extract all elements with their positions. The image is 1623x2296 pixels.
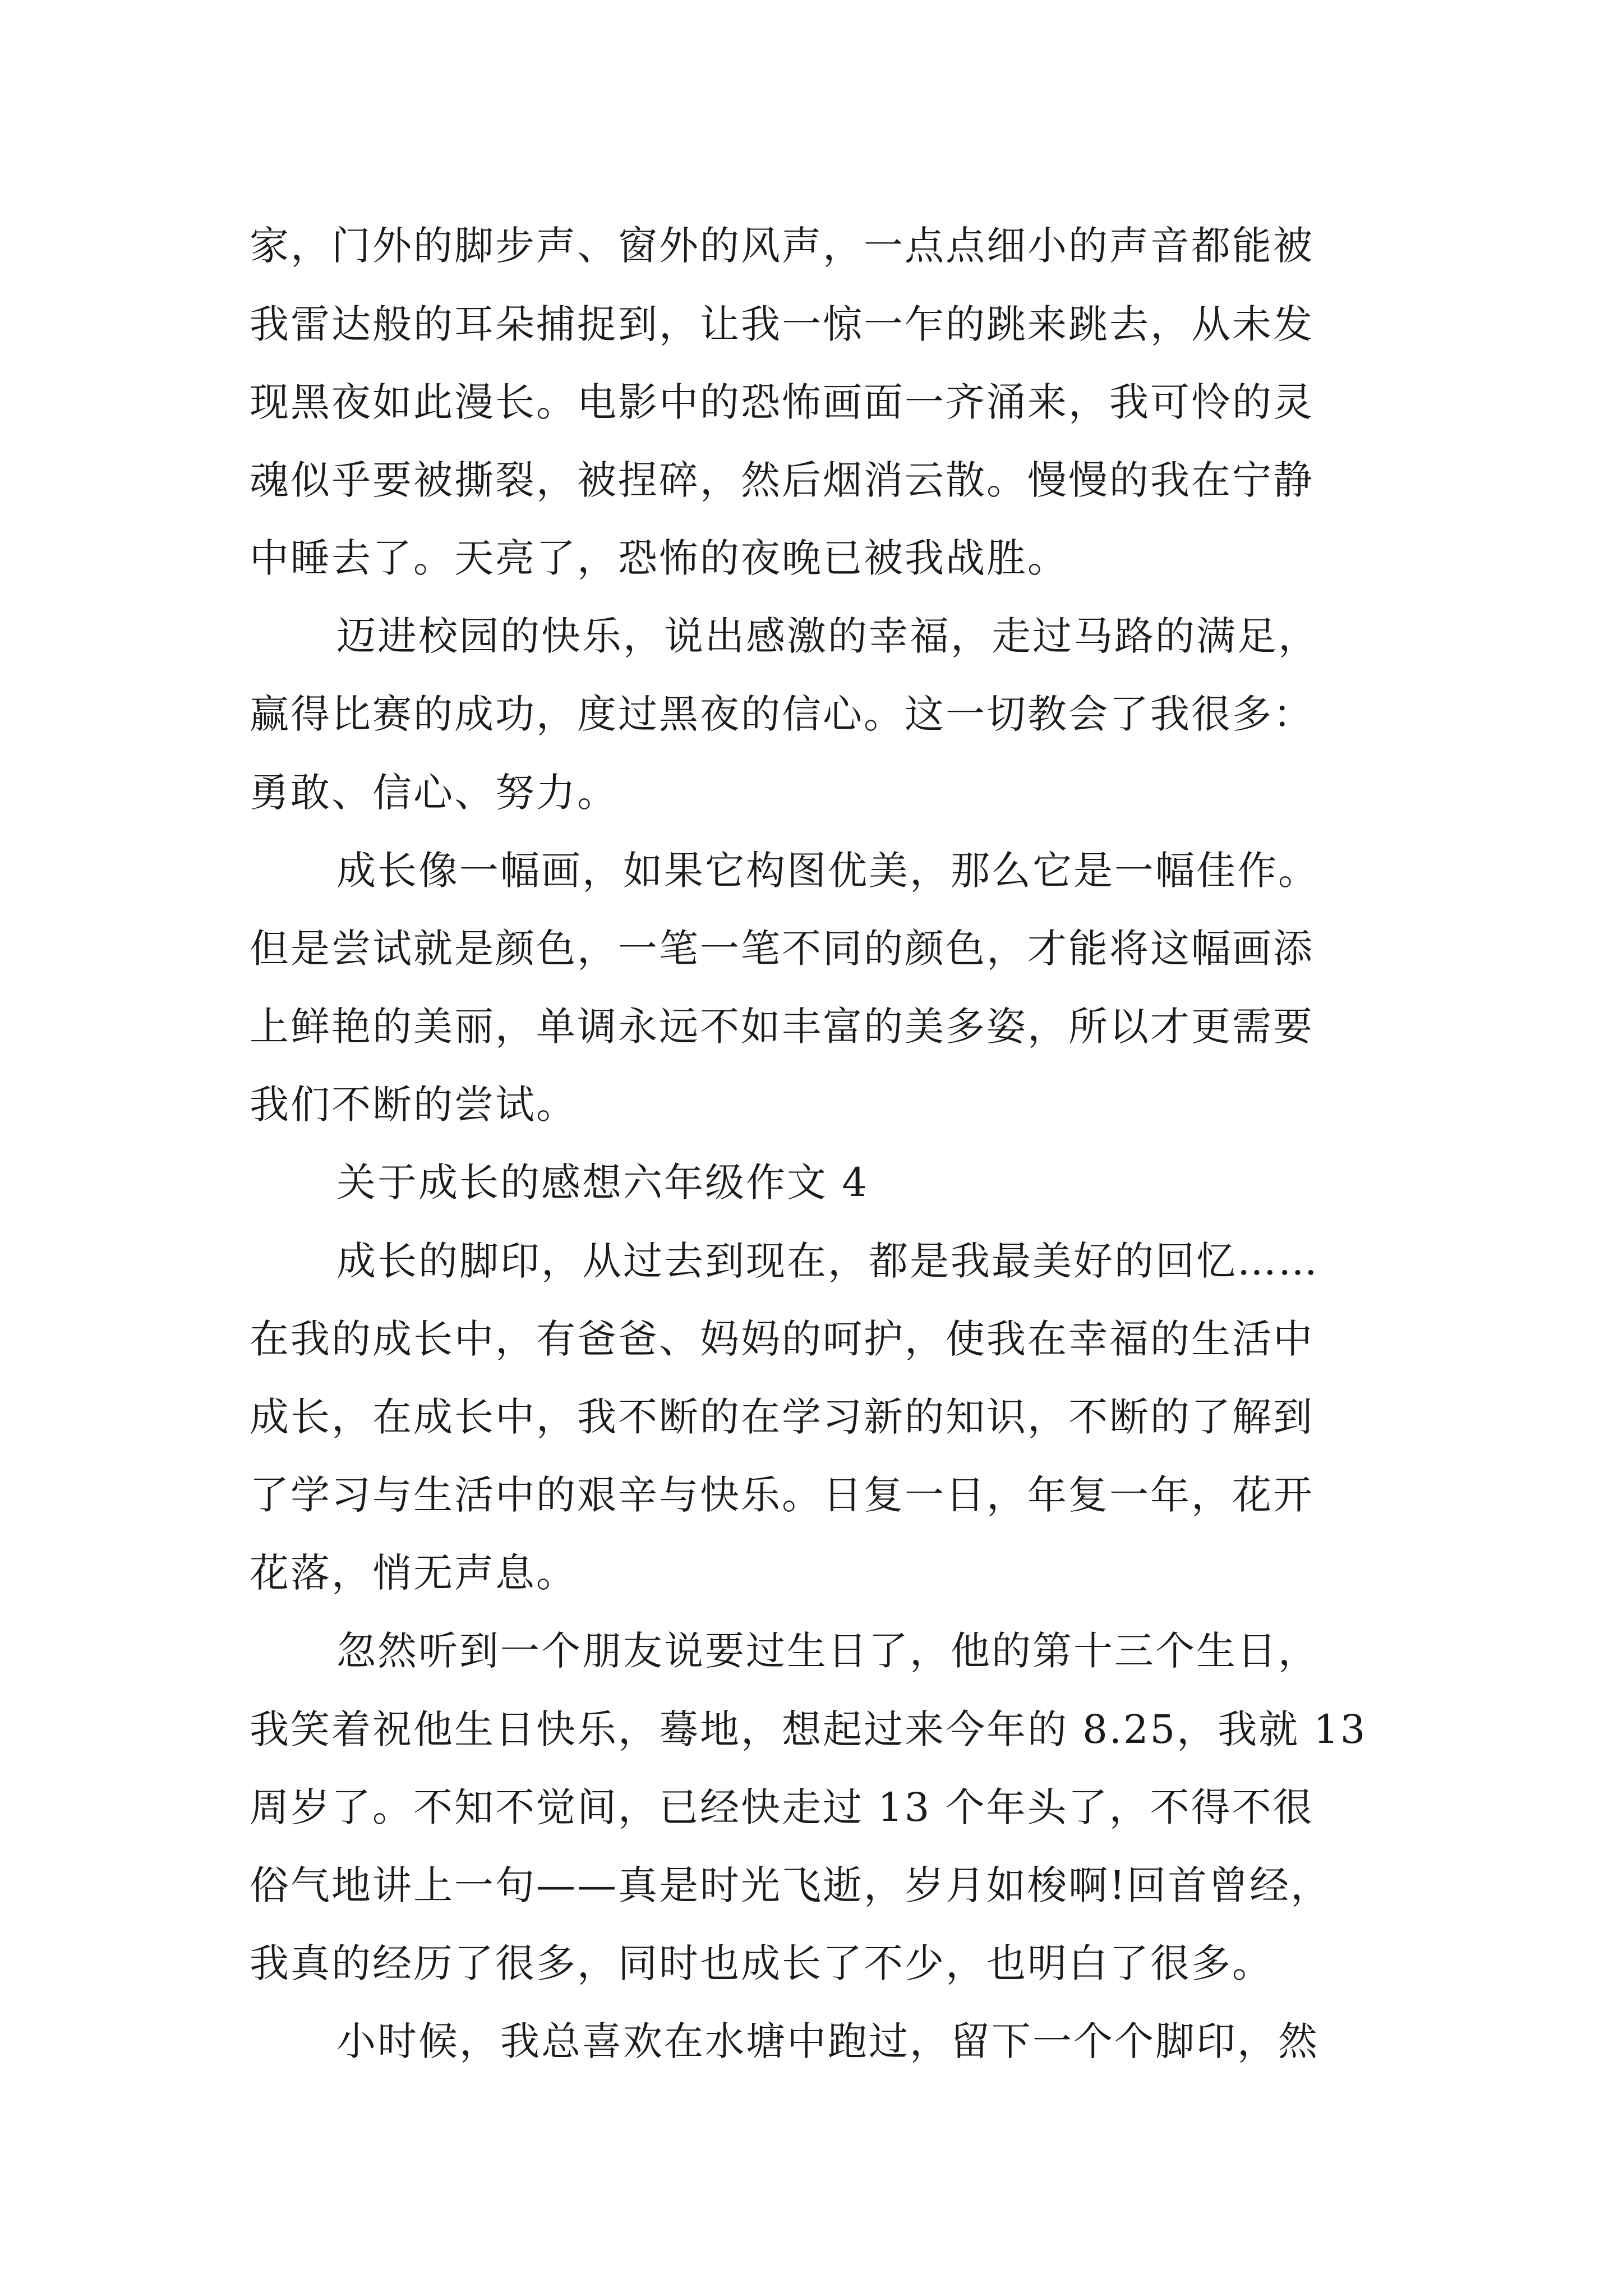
text-line: 魂似乎要被撕裂，被捏碎，然后烟消云散。慢慢的我在宁静 xyxy=(250,457,1314,503)
text-line: 在我的成长中，有爸爸、妈妈的呵护，使我在幸福的生活中 xyxy=(250,1316,1314,1362)
text-line: 赢得比赛的成功，度过黑夜的信心。这一切教会了我很多： xyxy=(250,691,1314,737)
text-line: 现黑夜如此漫长。电影中的恐怖画面一齐涌来，我可怜的灵 xyxy=(250,379,1314,425)
text-line: 中睡去了。天亮了，恐怖的夜晚已被我战胜。 xyxy=(250,535,1068,581)
paragraph-first-line: 迈进校园的快乐，说出感激的幸福，走过马路的满足， xyxy=(336,613,1319,659)
paragraph-first-line: 小时候，我总喜欢在水塘中跑过，留下一个个脚印，然 xyxy=(336,2018,1319,2064)
paragraph-first-line: 忽然听到一个朋友说要过生日了，他的第十三个生日， xyxy=(336,1628,1319,1674)
text-line: 我真的经历了很多，同时也成长了不少，也明白了很多。 xyxy=(250,1940,1273,1986)
text-line: 成长，在成长中，我不断的在学习新的知识，不断的了解到 xyxy=(250,1394,1314,1440)
text-line: 我雷达般的耳朵捕捉到，让我一惊一乍的跳来跳去，从未发 xyxy=(250,301,1314,347)
text-line: 但是尝试就是颜色，一笔一笔不同的颜色，才能将这幅画添 xyxy=(250,926,1314,972)
text-line: 周岁了。不知不觉间，已经快走过 13 个年头了，不得不很 xyxy=(250,1784,1314,1830)
section-heading: 关于成长的感想六年级作文 4 xyxy=(336,1159,869,1205)
text-line: 俗气地讲上一句——真是时光飞逝，岁月如梭啊!回首曾经， xyxy=(250,1862,1332,1908)
text-line: 勇敢、信心、努力。 xyxy=(250,770,618,816)
text-line: 家，门外的脚步声、窗外的风声，一点点细小的声音都能被 xyxy=(250,223,1314,269)
paragraph-first-line: 成长像一幅画，如果它构图优美，那么它是一幅佳作。 xyxy=(336,848,1319,894)
text-line: 花落，悄无声息。 xyxy=(250,1550,577,1596)
text-line: 了学习与生活中的艰辛与快乐。日复一日，年复一年，花开 xyxy=(250,1472,1314,1518)
paragraph-first-line: 成长的脚印，从过去到现在，都是我最美好的回忆…… xyxy=(336,1238,1319,1284)
text-line: 我笑着祝他生日快乐，蓦地，想起过来今年的 8.25，我就 13 xyxy=(250,1706,1367,1752)
text-line: 我们不断的尝试。 xyxy=(250,1082,577,1128)
text-line: 上鲜艳的美丽，单调永远不如丰富的美多姿，所以才更需要 xyxy=(250,1004,1314,1050)
